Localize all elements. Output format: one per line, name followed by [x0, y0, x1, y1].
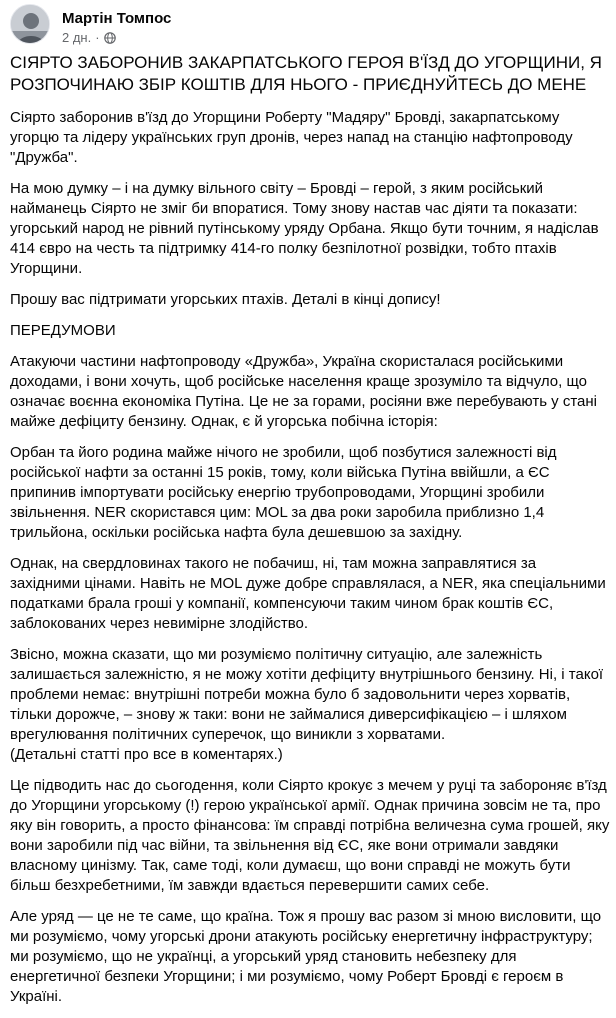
post-paragraph: Однак, на свердловинах такого не побачиш, ні, там можна заправлятися за західними цінами. Навіть не MOL дуже добре справлялася, а NER, яка спеціальними податками брала гроші у компанії, компенсуючи таким чином брак коштів ЄС, заблокованих через невимірне злодійство. [10, 555, 606, 632]
post-paragraph: Прошу вас підтримати угорських птахів. Деталі в кінці допису! [10, 291, 441, 308]
post-body [10, 52, 610, 1018]
post-paragraph: Це підводить нас до сьогодення, коли Сіярто крокує з мечем у руці та забороняє в'їзд до Угорщини угорському (!) герою української армії. Однак причина зовсім не та, про яку він говорить, а просто фінансова: їм справді потрібна величезна сума грошей, яку вони заробили під час війни, та звільнення від ЄС, яке вони отримали завдяки власному цинізму. Так, саме тоді, коли думаєш, що вони справді не можуть бути більш безхребетними, їм завжди вдається перевершити самих себе. [10, 777, 610, 894]
post-timestamp[interactable]: 2 дн. [62, 30, 92, 45]
post-paragraph: Звісно, можна сказати, що ми розуміємо політичну ситуацію, але залежність залишається залежністю, я не можу хотіти дефіциту внутрішнього бензину. Ні, і такої проблеми немає: внутрішні потреби можна було б задовольнити через хорватів, тільки дорожче, – знову ж таки: вони не займалися диверсифікацією – і шляхом врегулювання політичних суперечок, що виникли з хорватами. (Детальні статті про все в коментарях.) [10, 646, 604, 763]
globe-icon[interactable] [104, 32, 116, 44]
avatar[interactable] [10, 4, 50, 44]
section-heading: ПЕРЕДУМОВИ [10, 322, 116, 339]
post-paragraph: На мою думку – і на думку вільного світу – Бровді – герой, з яким російський найманець Сіярто не зміг би впоратися. Тому знову настав час діяти та показати: угорський народ не рівний путінському уряду Орбана. Якщо бути точним, я надіслав 414 євро на честь та підтримку 414-го полку безпілотної розвідки, тобто птахів Угорщини. [10, 180, 599, 277]
post-paragraph: Орбан та його родина майже нічого не зробили, щоб позбутися залежності від російської нафти за останні 15 років, тому, коли війська Путіна ввійшли, а ЄС припинив імпортувати російську енергію трубопроводами, Угорщині зробили звільнення. NER скористався цим: MOL за два роки заробила приблизно 1,4 трильйона, оскільки російська нафта була дешевшою за західну. [10, 444, 557, 541]
profile-photo [11, 5, 50, 44]
post-paragraph: Але уряд — це не те саме, що країна. Тож я прошу вас разом зі мною висловити, що ми розуміємо, чому угорські дрони атакують російську енергетичну інфраструктуру; ми розуміємо, що не українці, а угорський уряд становить небезпеку для енергетичної безпеки Угорщини; і ми розуміємо, чому Роберт Бровді є героєм в Україні. [10, 908, 602, 1005]
post-paragraph: Атакуючи частини нафтопроводу «Дружба», Україна скористалася російськими доходами, і вони хочуть, щоб російське населення краще зрозуміло та відчуло, що означає воєнна економіка Путіна. Це не за горами, росіяни вже перебувають у стані майже дефіциту бензину. Однак, є й угорська побічна історія: [10, 353, 598, 430]
post-title: СІЯРТО ЗАБОРОНИВ ЗАКАРПАТСЬКОГО ГЕРОЯ В'ЇЗД ДО УГОРЩИНИ, Я РОЗПОЧИНАЮ ЗБІР КОШТІВ ДЛЯ НЬОГО - ПРИЄДНУЙТЕСЬ ДО МЕНЕ [10, 53, 602, 94]
meta-separator: · [95, 30, 100, 45]
post-meta [62, 30, 116, 45]
author-name[interactable]: Мартін Томпос [62, 10, 172, 27]
post-paragraph: Сіярто заборонив в'їзд до Угорщини Роберту "Мадяру" Бровді, закарпатському угорцю та лідеру українських груп дронів, через напад на станцію нафтопроводу "Дружба". [10, 109, 573, 166]
